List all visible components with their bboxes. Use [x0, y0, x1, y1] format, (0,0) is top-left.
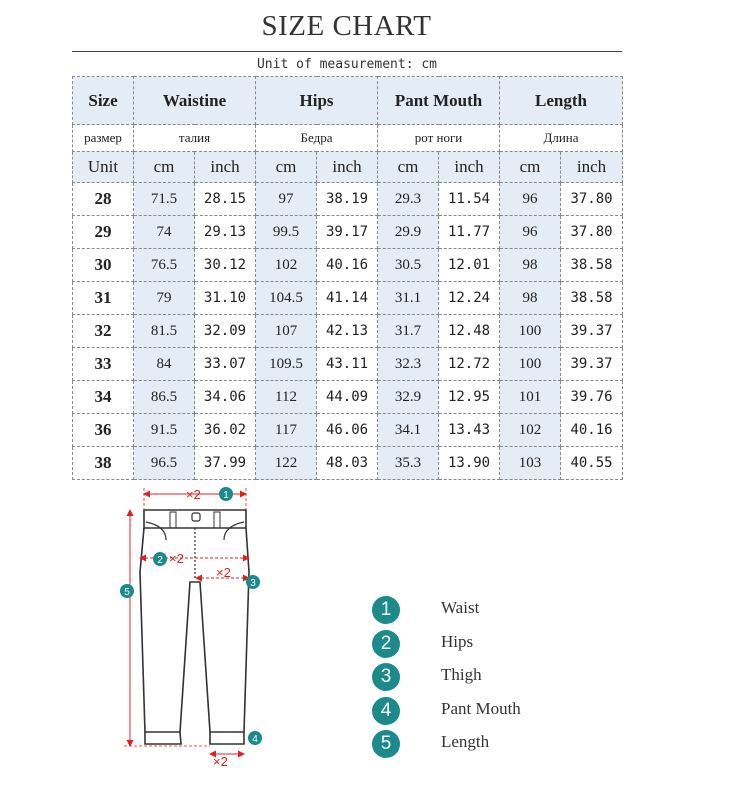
table-row	[73, 348, 623, 381]
size-cell: 30	[73, 249, 134, 282]
table-row	[73, 249, 623, 282]
page-title: SIZE CHART	[261, 10, 432, 42]
inch-value-cell: 33.07	[195, 348, 256, 381]
unit-cell: cm	[500, 152, 561, 183]
header-hips: Hips	[256, 77, 378, 125]
table-row	[73, 282, 623, 315]
inch-value-cell: 11.77	[439, 216, 500, 249]
cm-value-cell: 104.5	[256, 282, 317, 315]
inch-value-cell: 29.13	[195, 216, 256, 249]
marker-5-label: 5	[124, 587, 130, 598]
table-row	[73, 447, 623, 480]
cm-value-cell: 34.1	[378, 414, 439, 447]
legend-item-pant-mouth	[372, 697, 572, 727]
size-chart-table	[72, 76, 623, 480]
table-row	[73, 414, 623, 447]
unit-cell: Unit	[73, 152, 134, 183]
cm-value-cell: 91.5	[134, 414, 195, 447]
unit-cell: inch	[561, 152, 623, 183]
inch-value-cell: 30.12	[195, 249, 256, 282]
inch-value-cell: 34.06	[195, 381, 256, 414]
ru-waist: талия	[134, 125, 256, 152]
inch-value-cell: 38.58	[561, 282, 623, 315]
inch-value-cell: 42.13	[317, 315, 378, 348]
inch-value-cell: 13.90	[439, 447, 500, 480]
cm-value-cell: 79	[134, 282, 195, 315]
legend-number-icon: 2	[372, 630, 400, 658]
cm-value-cell: 96	[500, 183, 561, 216]
header-size: Size	[73, 77, 134, 125]
cm-value-cell: 35.3	[378, 447, 439, 480]
inch-value-cell: 39.37	[561, 348, 623, 381]
cm-value-cell: 98	[500, 249, 561, 282]
marker-1-label: 1	[223, 490, 229, 501]
size-cell: 34	[73, 381, 134, 414]
size-cell: 31	[73, 282, 134, 315]
cm-value-cell: 109.5	[256, 348, 317, 381]
legend-number-icon: 4	[372, 697, 400, 725]
inch-value-cell: 48.03	[317, 447, 378, 480]
header-pant-mouth: Pant Mouth	[378, 77, 500, 125]
legend-label: Waist	[441, 598, 480, 617]
inch-value-cell: 39.76	[561, 381, 623, 414]
cm-value-cell: 98	[500, 282, 561, 315]
inch-value-cell: 12.01	[439, 249, 500, 282]
header-length: Length	[500, 77, 623, 125]
cm-value-cell: 32.3	[378, 348, 439, 381]
ru-length: Длина	[500, 125, 623, 152]
unit-cell: cm	[256, 152, 317, 183]
size-cell: 29	[73, 216, 134, 249]
table-row	[73, 381, 623, 414]
size-cell: 28	[73, 183, 134, 216]
inch-value-cell: 12.48	[439, 315, 500, 348]
table-row	[73, 315, 623, 348]
legend-number-icon: 3	[372, 663, 400, 691]
inch-value-cell: 12.95	[439, 381, 500, 414]
cm-value-cell: 74	[134, 216, 195, 249]
cm-value-cell: 84	[134, 348, 195, 381]
inch-value-cell: 37.80	[561, 216, 623, 249]
cm-value-cell: 96	[500, 216, 561, 249]
cm-value-cell: 31.7	[378, 315, 439, 348]
legend-label: Pant Mouth	[441, 699, 521, 718]
waist-times2-label: ×2	[186, 487, 201, 502]
inch-value-cell: 40.16	[317, 249, 378, 282]
pants-diagram	[110, 482, 280, 772]
size-cell: 32	[73, 315, 134, 348]
inch-value-cell: 11.54	[439, 183, 500, 216]
unit-cell: inch	[317, 152, 378, 183]
legend-label: Thigh	[441, 665, 482, 684]
legend-number-icon: 5	[372, 730, 400, 758]
hips-times2-label: ×2	[169, 551, 184, 566]
inch-value-cell: 43.11	[317, 348, 378, 381]
inch-value-cell: 37.80	[561, 183, 623, 216]
cm-value-cell: 71.5	[134, 183, 195, 216]
cm-value-cell: 117	[256, 414, 317, 447]
header-row	[73, 77, 623, 125]
cm-value-cell: 97	[256, 183, 317, 216]
cm-value-cell: 32.9	[378, 381, 439, 414]
cm-value-cell: 122	[256, 447, 317, 480]
unit-cell: cm	[378, 152, 439, 183]
unit-cell: cm	[134, 152, 195, 183]
inch-value-cell: 36.02	[195, 414, 256, 447]
inch-value-cell: 28.15	[195, 183, 256, 216]
inch-value-cell: 39.37	[561, 315, 623, 348]
cm-value-cell: 96.5	[134, 447, 195, 480]
size-cell: 38	[73, 447, 134, 480]
ru-hips: Бедра	[256, 125, 378, 152]
cm-value-cell: 107	[256, 315, 317, 348]
inch-value-cell: 40.55	[561, 447, 623, 480]
legend-item-length	[372, 730, 572, 760]
marker-3-label: 3	[250, 578, 256, 589]
title-divider	[72, 51, 622, 52]
size-cell: 36	[73, 414, 134, 447]
cm-value-cell: 76.5	[134, 249, 195, 282]
cm-value-cell: 103	[500, 447, 561, 480]
legend-item-thigh	[372, 663, 572, 693]
inch-value-cell: 38.19	[317, 183, 378, 216]
pant-mouth-times2-label: ×2	[213, 754, 228, 769]
cm-value-cell: 112	[256, 381, 317, 414]
ru-size: размер	[73, 125, 134, 152]
marker-2-label: 2	[157, 555, 163, 566]
inch-value-cell: 39.17	[317, 216, 378, 249]
cm-value-cell: 99.5	[256, 216, 317, 249]
cm-value-cell: 30.5	[378, 249, 439, 282]
header-waistine: Waistine	[134, 77, 256, 125]
unit-cell: inch	[439, 152, 500, 183]
inch-value-cell: 13.43	[439, 414, 500, 447]
ru-pant-mouth: рот ноги	[378, 125, 500, 152]
inch-value-cell: 38.58	[561, 249, 623, 282]
inch-value-cell: 41.14	[317, 282, 378, 315]
inch-value-cell: 31.10	[195, 282, 256, 315]
unit-cell: inch	[195, 152, 256, 183]
inch-value-cell: 12.72	[439, 348, 500, 381]
marker-4-label: 4	[252, 734, 258, 745]
thigh-times2-label: ×2	[216, 565, 231, 580]
inch-value-cell: 46.06	[317, 414, 378, 447]
legend-item-waist	[372, 596, 572, 626]
inch-value-cell: 37.99	[195, 447, 256, 480]
legend-number-icon: 1	[372, 596, 400, 624]
table-row	[73, 216, 623, 249]
size-cell: 33	[73, 348, 134, 381]
cm-value-cell: 101	[500, 381, 561, 414]
cm-value-cell: 29.3	[378, 183, 439, 216]
cm-value-cell: 100	[500, 315, 561, 348]
cm-value-cell: 31.1	[378, 282, 439, 315]
cm-value-cell: 86.5	[134, 381, 195, 414]
unit-note: Unit of measurement: cm	[256, 57, 437, 72]
inch-value-cell: 40.16	[561, 414, 623, 447]
cm-value-cell: 100	[500, 348, 561, 381]
table-row	[73, 183, 623, 216]
inch-value-cell: 12.24	[439, 282, 500, 315]
legend-label: Hips	[441, 632, 474, 651]
russian-row	[73, 125, 623, 152]
cm-value-cell: 102	[256, 249, 317, 282]
cm-value-cell: 81.5	[134, 315, 195, 348]
cm-value-cell: 29.9	[378, 216, 439, 249]
legend-item-hips	[372, 630, 572, 660]
unit-row	[73, 152, 623, 183]
cm-value-cell: 102	[500, 414, 561, 447]
legend-label: Length	[441, 732, 490, 751]
inch-value-cell: 32.09	[195, 315, 256, 348]
inch-value-cell: 44.09	[317, 381, 378, 414]
pants-outline	[140, 510, 249, 744]
